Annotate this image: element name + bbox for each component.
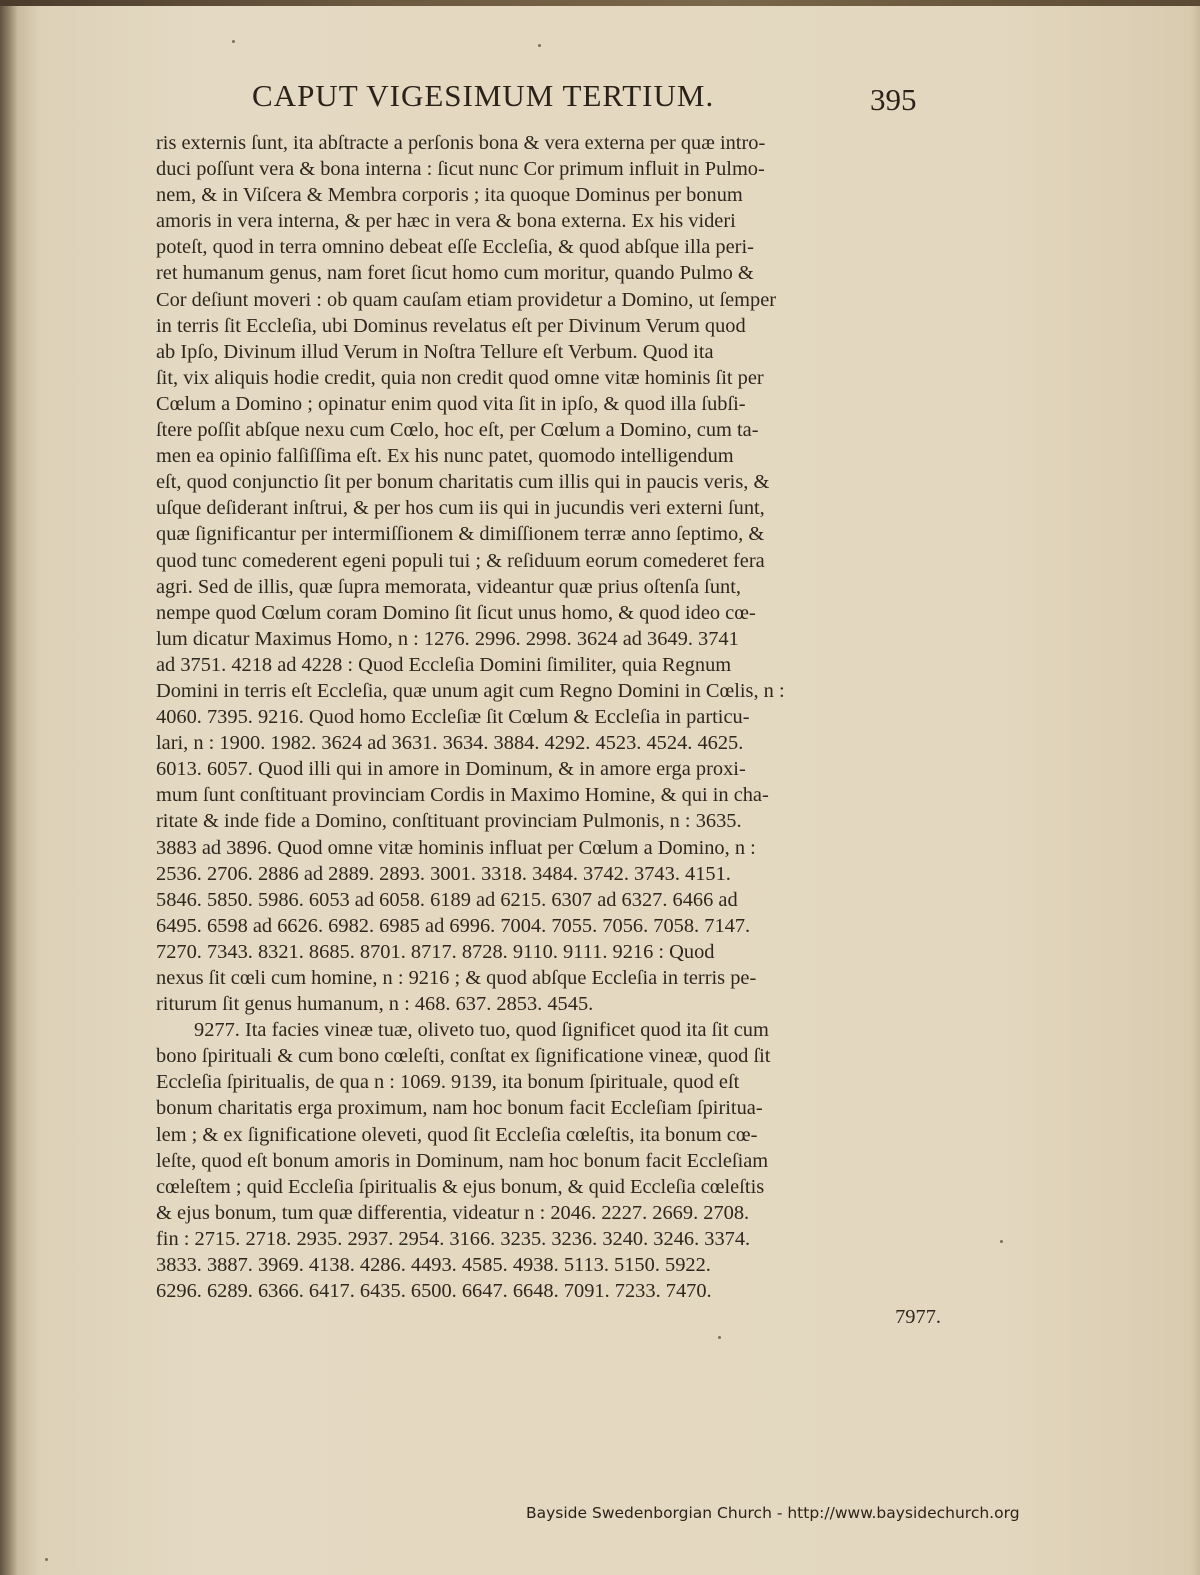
text-line: lum dicatur Maximus Homo, n : 1276. 2996. 2998. 3624 ad 3649. 3741 (156, 627, 739, 650)
text-line: 2536. 2706. 2886 ad 2889. 2893. 3001. 3318. 3484. 3742. 3743. 4151. (156, 862, 731, 885)
text-line: 7270. 7343. 8321. 8685. 8701. 8717. 8728. 9110. 9111. 9216 : Quod (156, 940, 715, 963)
text-line: eſt, quod conjunctio ſit per bonum charitatis cum illis qui in paucis veris, & (156, 471, 770, 494)
page-top-edge (0, 0, 1200, 6)
text-line: Domini in terris eſt Eccleſia, quæ unum agit cum Regno Domini in Cœlis, n : (156, 679, 785, 702)
text-line: ſit, vix aliquis hodie credit, quia non credit quod omne vitæ hominis ſit per (156, 366, 764, 389)
text-line: men ea opinio falſiſſima eſt. Ex his nunc patet, quomodo intelligendum (156, 445, 734, 468)
text-line: 3883 ad 3896. Quod omne vitæ hominis influat per Cœlum a Domino, n : (156, 836, 756, 859)
text-line: leſte, quod eſt bonum amoris in Dominum, nam hoc bonum facit Eccleſiam (156, 1149, 769, 1172)
text-line: lem ; & ex ſignificatione oleveti, quod ſit Eccleſia cœleſtis, ita bonum cœ- (156, 1123, 758, 1146)
text-line: mum ſunt conſtituant provinciam Cordis in Maximo Homine, & qui in cha- (156, 784, 769, 807)
text-line: amoris in vera interna, & per hæc in vera & bona externa. Ex his videri (156, 210, 736, 233)
text-line: nexus ſit cœli cum homine, n : 9216 ; & quod abſque Eccleſia in terris pe- (156, 967, 757, 989)
text-line: ret humanum genus, nam foret ſicut homo cum moritur, quando Pulmo & (156, 262, 754, 285)
text-line: quod tunc comederent egeni populi tui ; & reſiduum eorum comederet fera (156, 549, 765, 572)
text-line: uſque deſiderant inſtrui, & per hos cum iis qui in jucundis veri externi ſunt, (156, 497, 765, 520)
body-text (156, 130, 941, 1330)
text-line: Eccleſia ſpiritualis, de qua n : 1069. 9139, ita bonum ſpirituale, quod eſt (156, 1071, 740, 1094)
text-line: bonum charitatis erga proximum, nam hoc bonum facit Eccleſiam ſpiritua- (156, 1097, 763, 1120)
text-line: 3833. 3887. 3969. 4138. 4286. 4493. 4585. 4938. 5113. 5150. 5922. (156, 1254, 711, 1277)
paper-speck (538, 44, 541, 47)
text-line: riturum ſit genus humanum, n : 468. 637. 2853. 4545. (156, 993, 594, 1016)
text-line: Cor deſiunt moveri : ob quam cauſam etiam providetur a Domino, ut ſemper (156, 288, 777, 311)
text-line: 6013. 6057. Quod illi qui in amore in Dominum, & in amore erga proxi- (156, 758, 746, 781)
text-line: ſtere poſſit abſque nexu cum Cœlo, hoc eſt, per Cœlum a Domino, cum ta- (156, 419, 759, 442)
text-line: ritate & inde fide a Domino, conſtituant provinciam Pulmonis, n : 3635. (156, 810, 742, 833)
paper-speck (1000, 1240, 1003, 1243)
page-number: 395 (870, 82, 917, 117)
text-line: duci poſſunt vera & bona interna : ſicut nunc Cor primum influit in Pulmo- (156, 158, 765, 181)
text-line: 5846. 5850. 5986. 6053 ad 6058. 6189 ad 6215. 6307 ad 6327. 6466 ad (156, 888, 738, 911)
text-line: Cœlum a Domino ; opinatur enim quod vita ſit in ipſo, & quod illa ſubſi- (156, 392, 746, 415)
footer-credit: Bayside Swedenborgian Church - http://www.baysidechurch.org (526, 1504, 1020, 1522)
catchword-line: 7977. (895, 1306, 941, 1329)
text-line: nem, & in Viſcera & Membra corporis ; ita quoque Dominus per bonum (156, 184, 743, 207)
text-line: nempe quod Cœlum coram Domino ſit ſicut unus homo, & quod ideo cœ- (156, 601, 756, 624)
text-line: poteſt, quod in terra omnino debeat eſſe Eccleſia, & quod abſque illa peri- (156, 236, 754, 259)
text-line: 6495. 6598 ad 6626. 6982. 6985 ad 6996. 7004. 7055. 7056. 7058. 7147. (156, 914, 751, 937)
text-line: 6296. 6289. 6366. 6417. 6435. 6500. 6647. 6648. 7091. 7233. 7470. (156, 1280, 712, 1303)
running-header-title: CAPUT VIGESIMUM TERTIUM. (252, 78, 715, 113)
text-line: ad 3751. 4218 ad 4228 : Quod Eccleſia Domini ſimiliter, quia Regnum (156, 653, 732, 676)
text-line: cœleſtem ; quid Eccleſia ſpiritualis & ejus bonum, & quid Eccleſia cœleſtis (156, 1175, 765, 1198)
paper-speck (45, 1558, 48, 1561)
text-line: in terris ſit Eccleſia, ubi Dominus revelatus eſt per Divinum Verum quod (156, 314, 746, 337)
text-line: bono ſpirituali & cum bono cœleſti, conſtat ex ſignificatione vineæ, quod ſit (156, 1045, 771, 1068)
text-line: ab Ipſo, Divinum illud Verum in Noſtra Tellure eſt Verbum. Quod ita (156, 340, 714, 363)
paper-speck (232, 40, 235, 43)
text-line: agri. Sed de illis, quæ ſupra memorata, videantur quæ prius oſtenſa ſunt, (156, 575, 741, 598)
text-line: fin : 2715. 2718. 2935. 2937. 2954. 3166. 3235. 3236. 3240. 3246. 3374. (156, 1227, 751, 1250)
text-line: lari, n : 1900. 1982. 3624 ad 3631. 3634. 3884. 4292. 4523. 4524. 4625. (156, 732, 744, 755)
text-line: ris externis ſunt, ita abſtracte a perſonis bona & vera externa per quæ intro- (156, 132, 766, 154)
text-line: & ejus bonum, tum quæ differentia, videatur n : 2046. 2227. 2669. 2708. (156, 1201, 750, 1224)
text-line: 4060. 7395. 9216. Quod homo Eccleſiæ ſit Cœlum & Eccleſia in particu- (156, 706, 750, 729)
paper-speck (718, 1336, 721, 1339)
paragraph-start-line: 9277. Ita facies vineæ tuæ, oliveto tuo, quod ſignificet quod ita ſit cum (194, 1019, 769, 1042)
text-line: quæ ſignificantur per intermiſſionem & dimiſſionem terræ anno ſeptimo, & (156, 523, 765, 546)
